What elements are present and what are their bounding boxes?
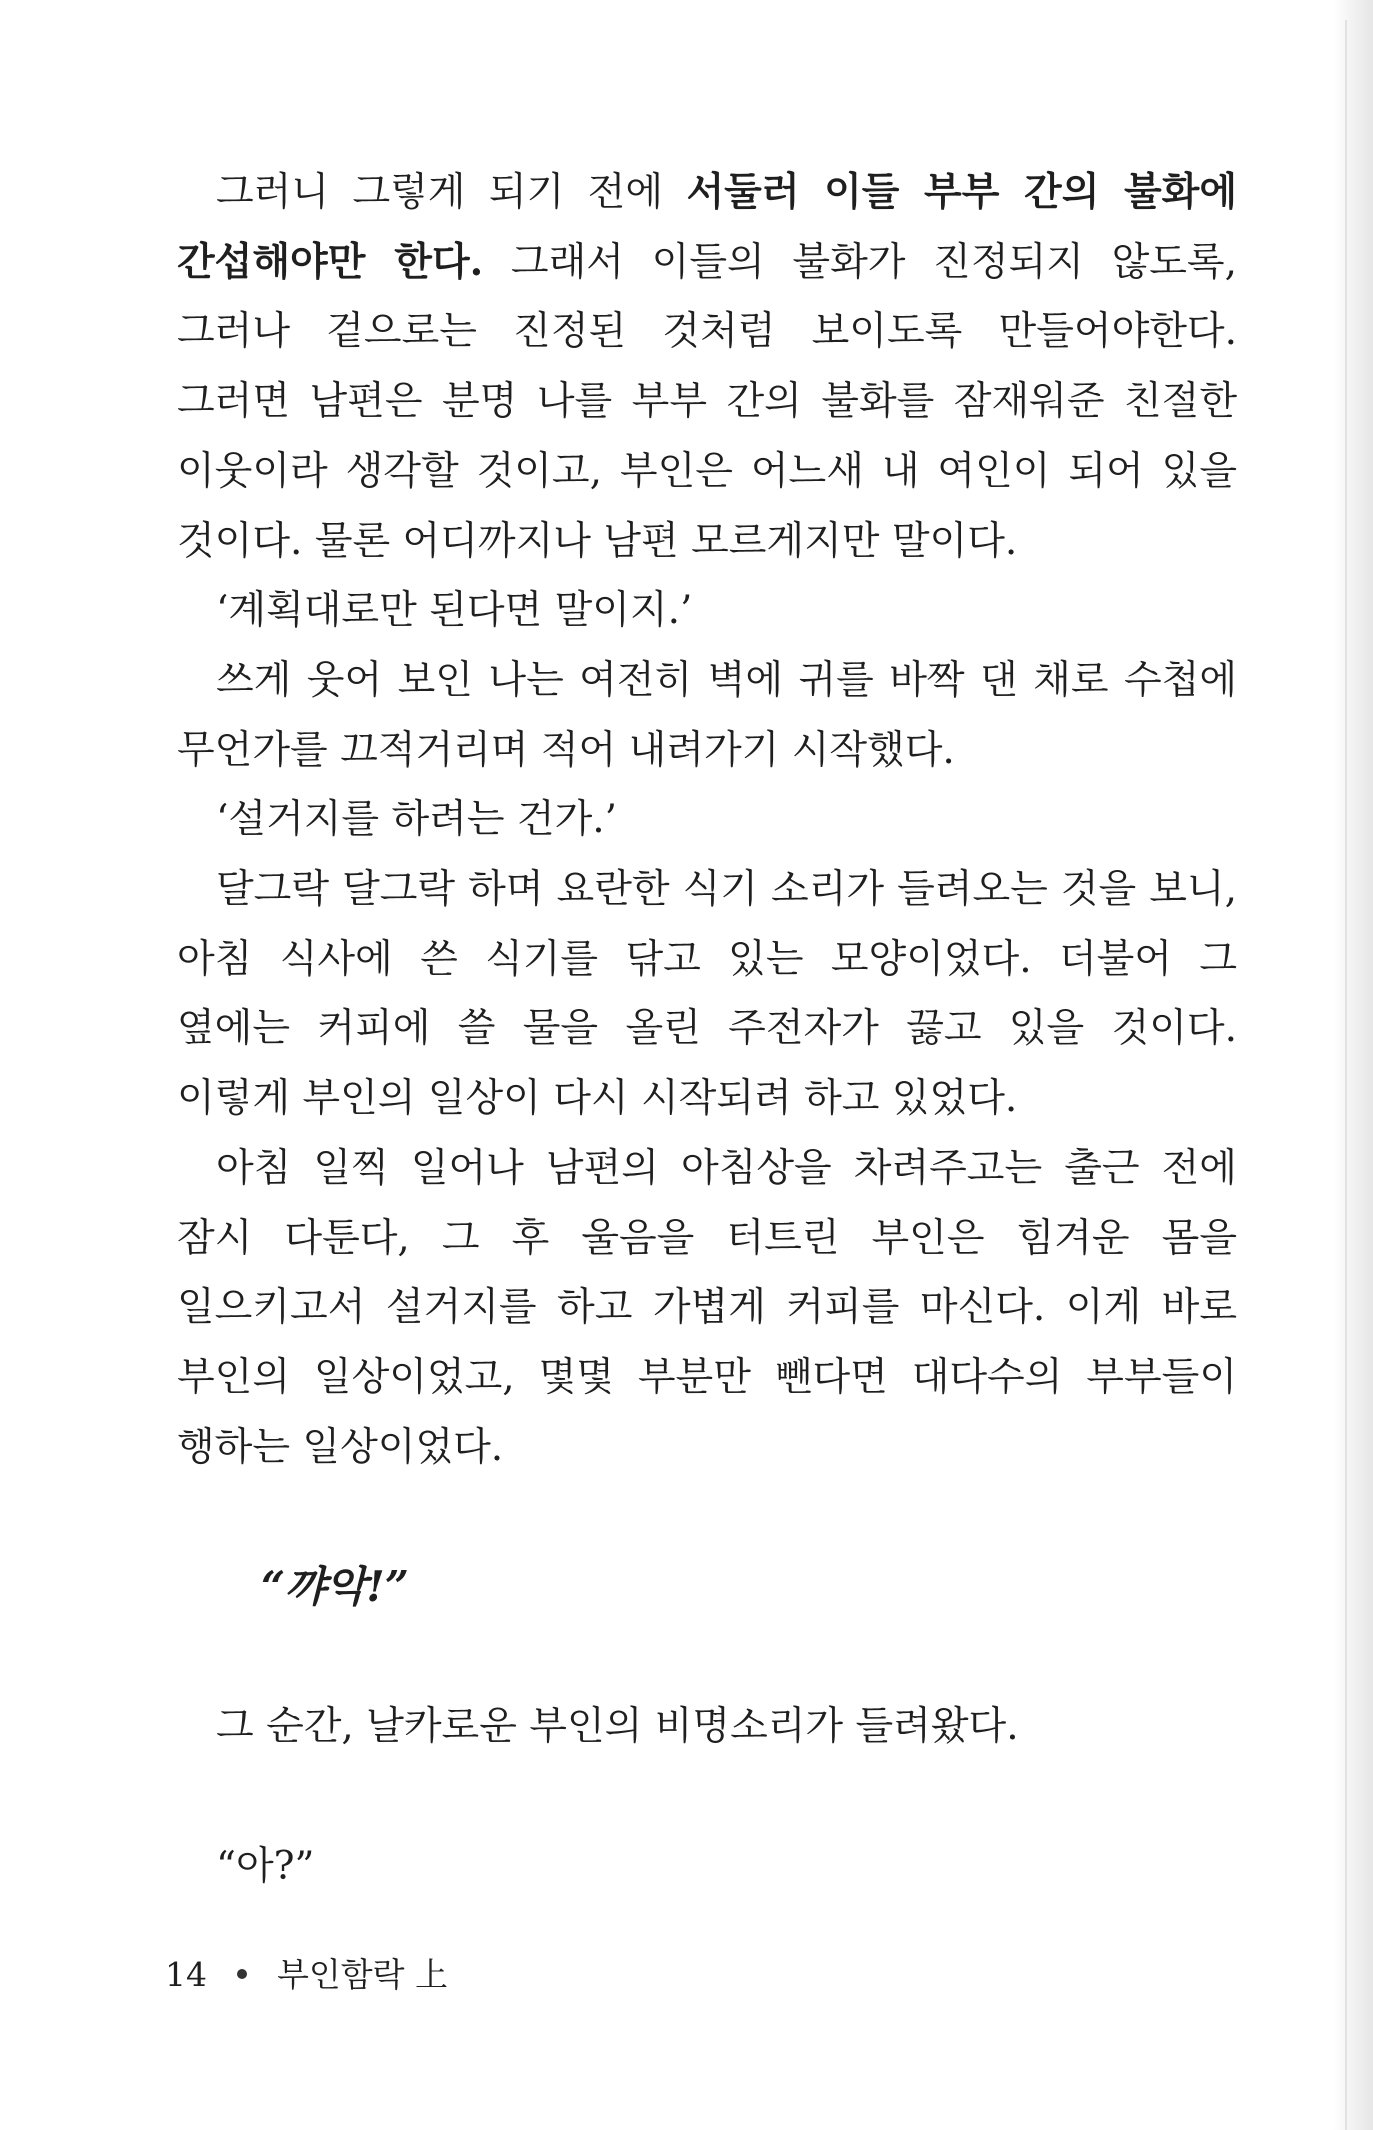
paragraph-6: 아침 일찍 일어나 남편의 아침상을 차려주고는 출근 전에 잠시 다툰다, 그 후 울음을 터트린 부인은 힘겨운 몸을 일으키고서 설거지를 하고 가볍게 커피를 마신다. 이게 바로 부인의 일상이었고, 몇몇 부분만 뺀다면 대다수의 부부들이 행하는 일상이었다.	[177, 1145, 1237, 1470]
exclamation: “꺄악!”	[261, 1562, 409, 1612]
body-text	[177, 158, 1237, 1901]
paragraph-1-bold: 서둘러 이들 부부 간의 불화에 간섭해야만 한다.	[177, 169, 1237, 285]
paragraph-1-text-c: 그래서 이들의 불화가 진정되지 않도록, 그러나 겉으로는 진정된 것처럼 보이도록 만들어야한다. 그러면 남편은 분명 나를 부부 간의 불화를 잠재워준 친절한 이웃이라 생각할 것이고, 부인은 어느새 내 여인이 되어 있을 것이다. 물론 어디까지나 남편 모르게지만 말이다.	[177, 239, 1237, 564]
paragraph-5: 달그락 달그락 하며 요란한 식기 소리가 들려오는 것을 보니, 아침 식사에 쓴 식기를 닦고 있는 모양이었다. 더불어 그 옆에는 커피에 쓸 물을 올린 주전자가 끓고 있을 것이다. 이렇게 부인의 일상이 다시 시작되려 하고 있었다.	[177, 867, 1237, 1122]
bullet-separator-icon	[237, 1969, 247, 1979]
spacer	[177, 1482, 1237, 1552]
paragraph-7: 그 순간, 날카로운 부인의 비명소리가 들려왔다.	[216, 1704, 1019, 1750]
page-footer	[165, 1953, 448, 1997]
page-edge	[1333, 0, 1373, 2130]
page-number: 14	[165, 1955, 207, 1994]
spacer	[177, 1762, 1237, 1832]
paragraph-1	[177, 158, 1237, 576]
paragraph-3: 쓰게 웃어 보인 나는 여전히 벽에 귀를 바짝 댄 채로 수첩에 무언가를 끄적거리며 적어 내려가기 시작했다.	[177, 657, 1237, 773]
paragraph-2: ‘계획대로만 된다면 말이지.’	[216, 588, 693, 634]
spacer	[177, 1622, 1237, 1692]
paragraph-4: ‘설거지를 하려는 건가.’	[216, 797, 618, 843]
paragraph-1-text-a: 그러니 그렇게 되기 전에	[216, 170, 687, 215]
book-title: 부인함락 上	[277, 1955, 449, 1994]
paragraph-8: “아?”	[216, 1843, 315, 1889]
